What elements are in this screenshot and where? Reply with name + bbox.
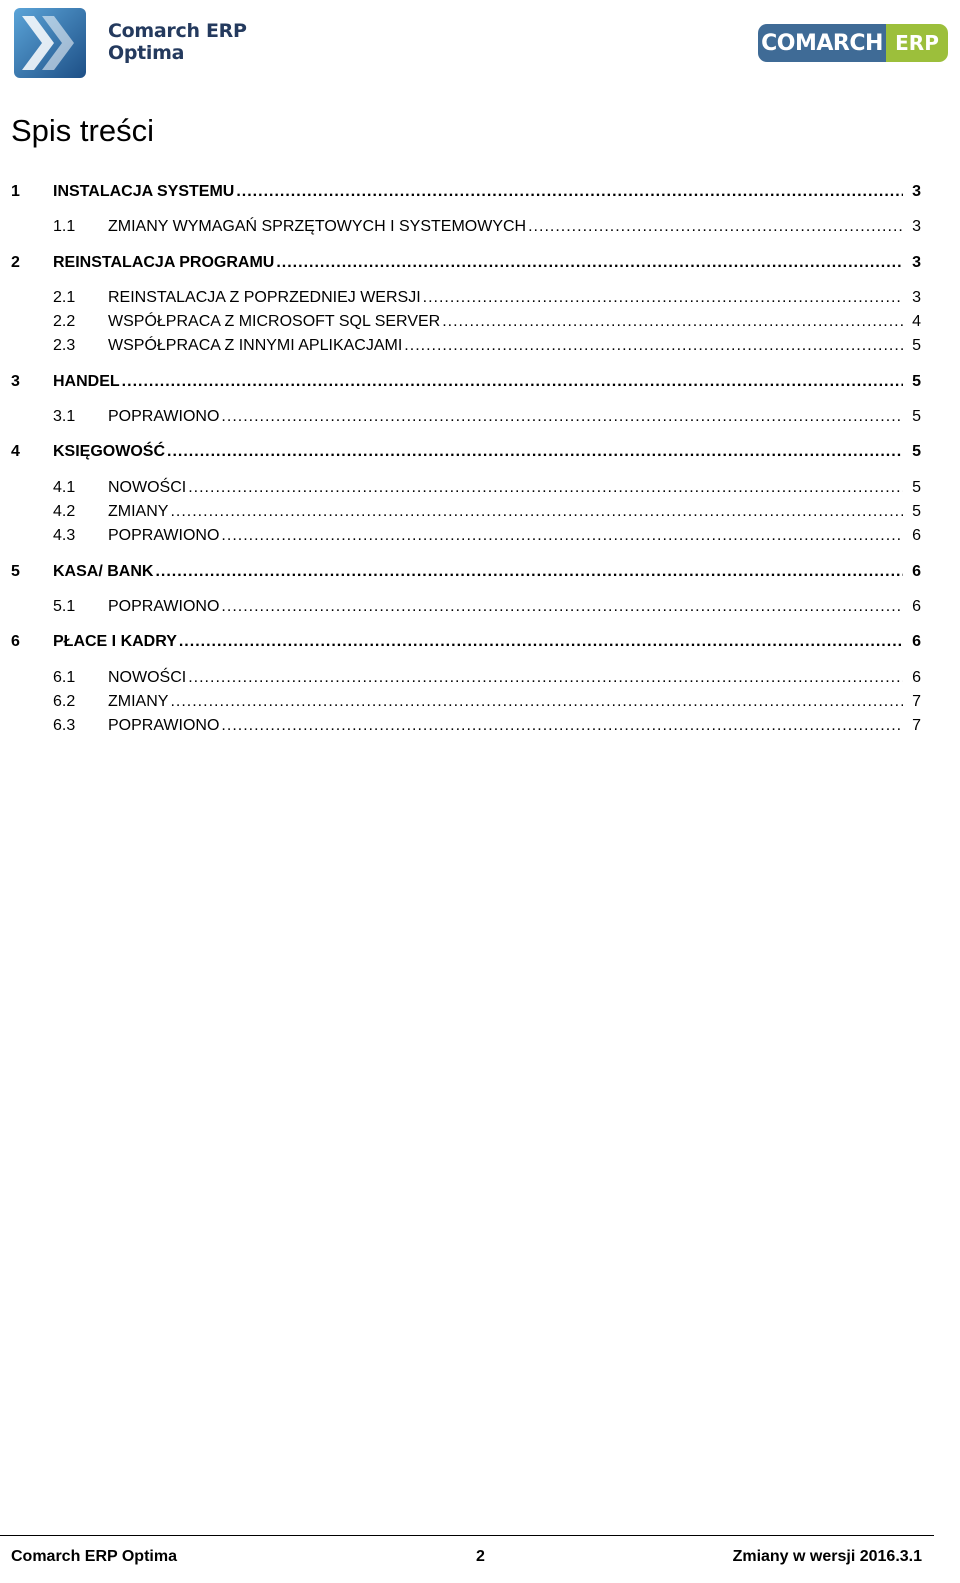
toc-dot-leader	[423, 287, 903, 309]
toc-entry-number: 3.1	[53, 408, 76, 425]
toc-dot-leader	[276, 252, 903, 274]
toc-dot-leader	[528, 216, 903, 238]
toc-entry[interactable]	[0, 406, 960, 428]
toc-entry-label-wrap	[108, 596, 903, 618]
toc-entry-label-wrap	[53, 181, 903, 203]
toc-entry-label-wrap	[108, 287, 903, 309]
toc-entry-label: POPRAWIONO	[108, 598, 220, 615]
toc-dot-leader	[442, 311, 903, 333]
toc-entry[interactable]	[0, 667, 960, 689]
toc-entry-label: KASA/ BANK	[53, 563, 154, 580]
toc-dot-leader	[221, 715, 903, 737]
toc-entry-label: KSIĘGOWOŚĆ	[53, 443, 166, 460]
toc-entry-number: 6.3	[53, 717, 76, 734]
toc-entry-label: PŁACE I KADRY	[53, 633, 177, 650]
toc-entry-page: 3	[912, 218, 921, 235]
toc-entry[interactable]	[0, 335, 960, 357]
toc-entry-label-wrap	[108, 525, 903, 547]
toc-entry-label-wrap	[108, 335, 903, 357]
comarch-logo-text: COMARCH	[758, 24, 886, 62]
toc-entry[interactable]	[0, 181, 960, 203]
toc-entry-page: 6	[912, 669, 921, 686]
toc-entry-page: 6	[912, 563, 921, 580]
toc-entry-number: 5.1	[53, 598, 76, 615]
toc-entry[interactable]	[0, 561, 960, 583]
toc-entry-number: 5	[11, 563, 20, 580]
toc-entry-page: 5	[912, 479, 921, 496]
toc-entry-number: 4.3	[53, 527, 76, 544]
toc-entry-label: INSTALACJA SYSTEMU	[53, 183, 235, 200]
toc-entry[interactable]	[0, 441, 960, 463]
toc-entry-page: 5	[912, 337, 921, 354]
product-name-line2: Optima	[108, 42, 185, 64]
toc-entry-label-wrap	[53, 631, 903, 653]
toc-entry-label: WSPÓŁPRACA Z INNYMI APLIKACJAMI	[108, 337, 403, 354]
toc-entry-number: 2.1	[53, 289, 76, 306]
page-title: Spis treści	[11, 113, 154, 148]
toc-entry[interactable]	[0, 252, 960, 274]
toc-entry-label-wrap	[53, 561, 903, 583]
toc-dot-leader	[122, 371, 903, 393]
toc-entry-label-wrap	[108, 715, 903, 737]
toc-entry-label: NOWOŚCI	[108, 669, 187, 686]
toc-entry-page: 3	[912, 254, 921, 271]
erp-logo-text: ERP	[886, 24, 948, 62]
toc-entry-label: WSPÓŁPRACA Z MICROSOFT SQL SERVER	[108, 313, 441, 330]
toc-entry-number: 4.2	[53, 503, 76, 520]
toc-entry[interactable]	[0, 631, 960, 653]
toc-entry-label: ZMIANY	[108, 693, 169, 710]
toc-entry-number: 3	[11, 373, 20, 390]
toc-entry-number: 2.3	[53, 337, 76, 354]
toc-entry-page: 4	[912, 313, 921, 330]
toc-dot-leader	[236, 181, 903, 203]
toc-entry[interactable]	[0, 691, 960, 713]
toc-entry-page: 6	[912, 598, 921, 615]
toc-entry[interactable]	[0, 525, 960, 547]
toc-entry-label-wrap	[53, 252, 903, 274]
toc-dot-leader	[179, 631, 903, 653]
toc-entry-number: 6.1	[53, 669, 76, 686]
toc-entry[interactable]	[0, 311, 960, 333]
footer-version: Zmiany w wersji 2016.3.1	[732, 1548, 922, 1565]
toc-entry-page: 5	[912, 443, 921, 460]
toc-entry-number: 2.2	[53, 313, 76, 330]
toc-entry-label-wrap	[108, 311, 903, 333]
toc-entry-number: 4.1	[53, 479, 76, 496]
comarch-erp-logo	[758, 24, 948, 62]
toc-entry-label-wrap	[108, 501, 903, 523]
toc-entry-number: 2	[11, 254, 20, 271]
toc-dot-leader	[404, 335, 903, 357]
toc-entry-number: 6.2	[53, 693, 76, 710]
toc-entry-label: ZMIANY WYMAGAŃ SPRZĘTOWYCH I SYSTEMOWYCH	[108, 218, 527, 235]
toc-entry-label-wrap	[108, 406, 903, 428]
toc-dot-leader	[170, 501, 903, 523]
toc-entry[interactable]	[0, 216, 960, 238]
toc-entry[interactable]	[0, 501, 960, 523]
toc-entry-label: POPRAWIONO	[108, 408, 220, 425]
toc-entry-page: 3	[912, 289, 921, 306]
toc-entry-label: HANDEL	[53, 373, 120, 390]
toc-entry-label: NOWOŚCI	[108, 479, 187, 496]
toc-entry-number: 1	[11, 183, 20, 200]
toc-entry[interactable]	[0, 477, 960, 499]
toc-dot-leader	[221, 596, 903, 618]
toc-entry-label-wrap	[108, 477, 903, 499]
toc-entry-label-wrap	[108, 216, 903, 238]
product-name-line1: Comarch ERP	[108, 20, 247, 42]
toc-entry-label: POPRAWIONO	[108, 527, 220, 544]
toc-entry-page: 7	[912, 717, 921, 734]
toc-entry-page: 5	[912, 373, 921, 390]
toc-entry[interactable]	[0, 287, 960, 309]
toc-dot-leader	[188, 667, 903, 689]
toc-dot-leader	[167, 441, 903, 463]
toc-entry-number: 6	[11, 633, 20, 650]
product-name	[108, 20, 247, 64]
toc-entry-page: 6	[912, 633, 921, 650]
chevron-logo-icon	[14, 8, 86, 78]
footer-page-number: 2	[476, 1548, 485, 1565]
toc-dot-leader	[188, 477, 903, 499]
toc-entry-page: 5	[912, 408, 921, 425]
toc-entry-label-wrap	[53, 371, 903, 393]
toc-entry-label-wrap	[108, 691, 903, 713]
toc-entry-label-wrap	[108, 667, 903, 689]
toc-entry-label: REINSTALACJA PROGRAMU	[53, 254, 275, 271]
toc-entry[interactable]	[0, 715, 960, 737]
toc-entry-label-wrap	[53, 441, 903, 463]
toc-dot-leader	[155, 561, 903, 583]
footer-product-name: Comarch ERP Optima	[11, 1548, 177, 1565]
toc-dot-leader	[221, 406, 903, 428]
toc-entry-label: POPRAWIONO	[108, 717, 220, 734]
toc-dot-leader	[221, 525, 903, 547]
toc-entry-number: 1.1	[53, 218, 76, 235]
toc-entry-label: REINSTALACJA Z POPRZEDNIEJ WERSJI	[108, 289, 421, 306]
toc-entry-label: ZMIANY	[108, 503, 169, 520]
toc-dot-leader	[170, 691, 903, 713]
toc-entry-page: 5	[912, 503, 921, 520]
toc-entry[interactable]	[0, 371, 960, 393]
toc-entry-number: 4	[11, 443, 20, 460]
toc-entry-page: 7	[912, 693, 921, 710]
toc-entry-page: 6	[912, 527, 921, 544]
toc-entry-page: 3	[912, 183, 921, 200]
footer-divider	[0, 1535, 934, 1536]
toc-entry[interactable]	[0, 596, 960, 618]
